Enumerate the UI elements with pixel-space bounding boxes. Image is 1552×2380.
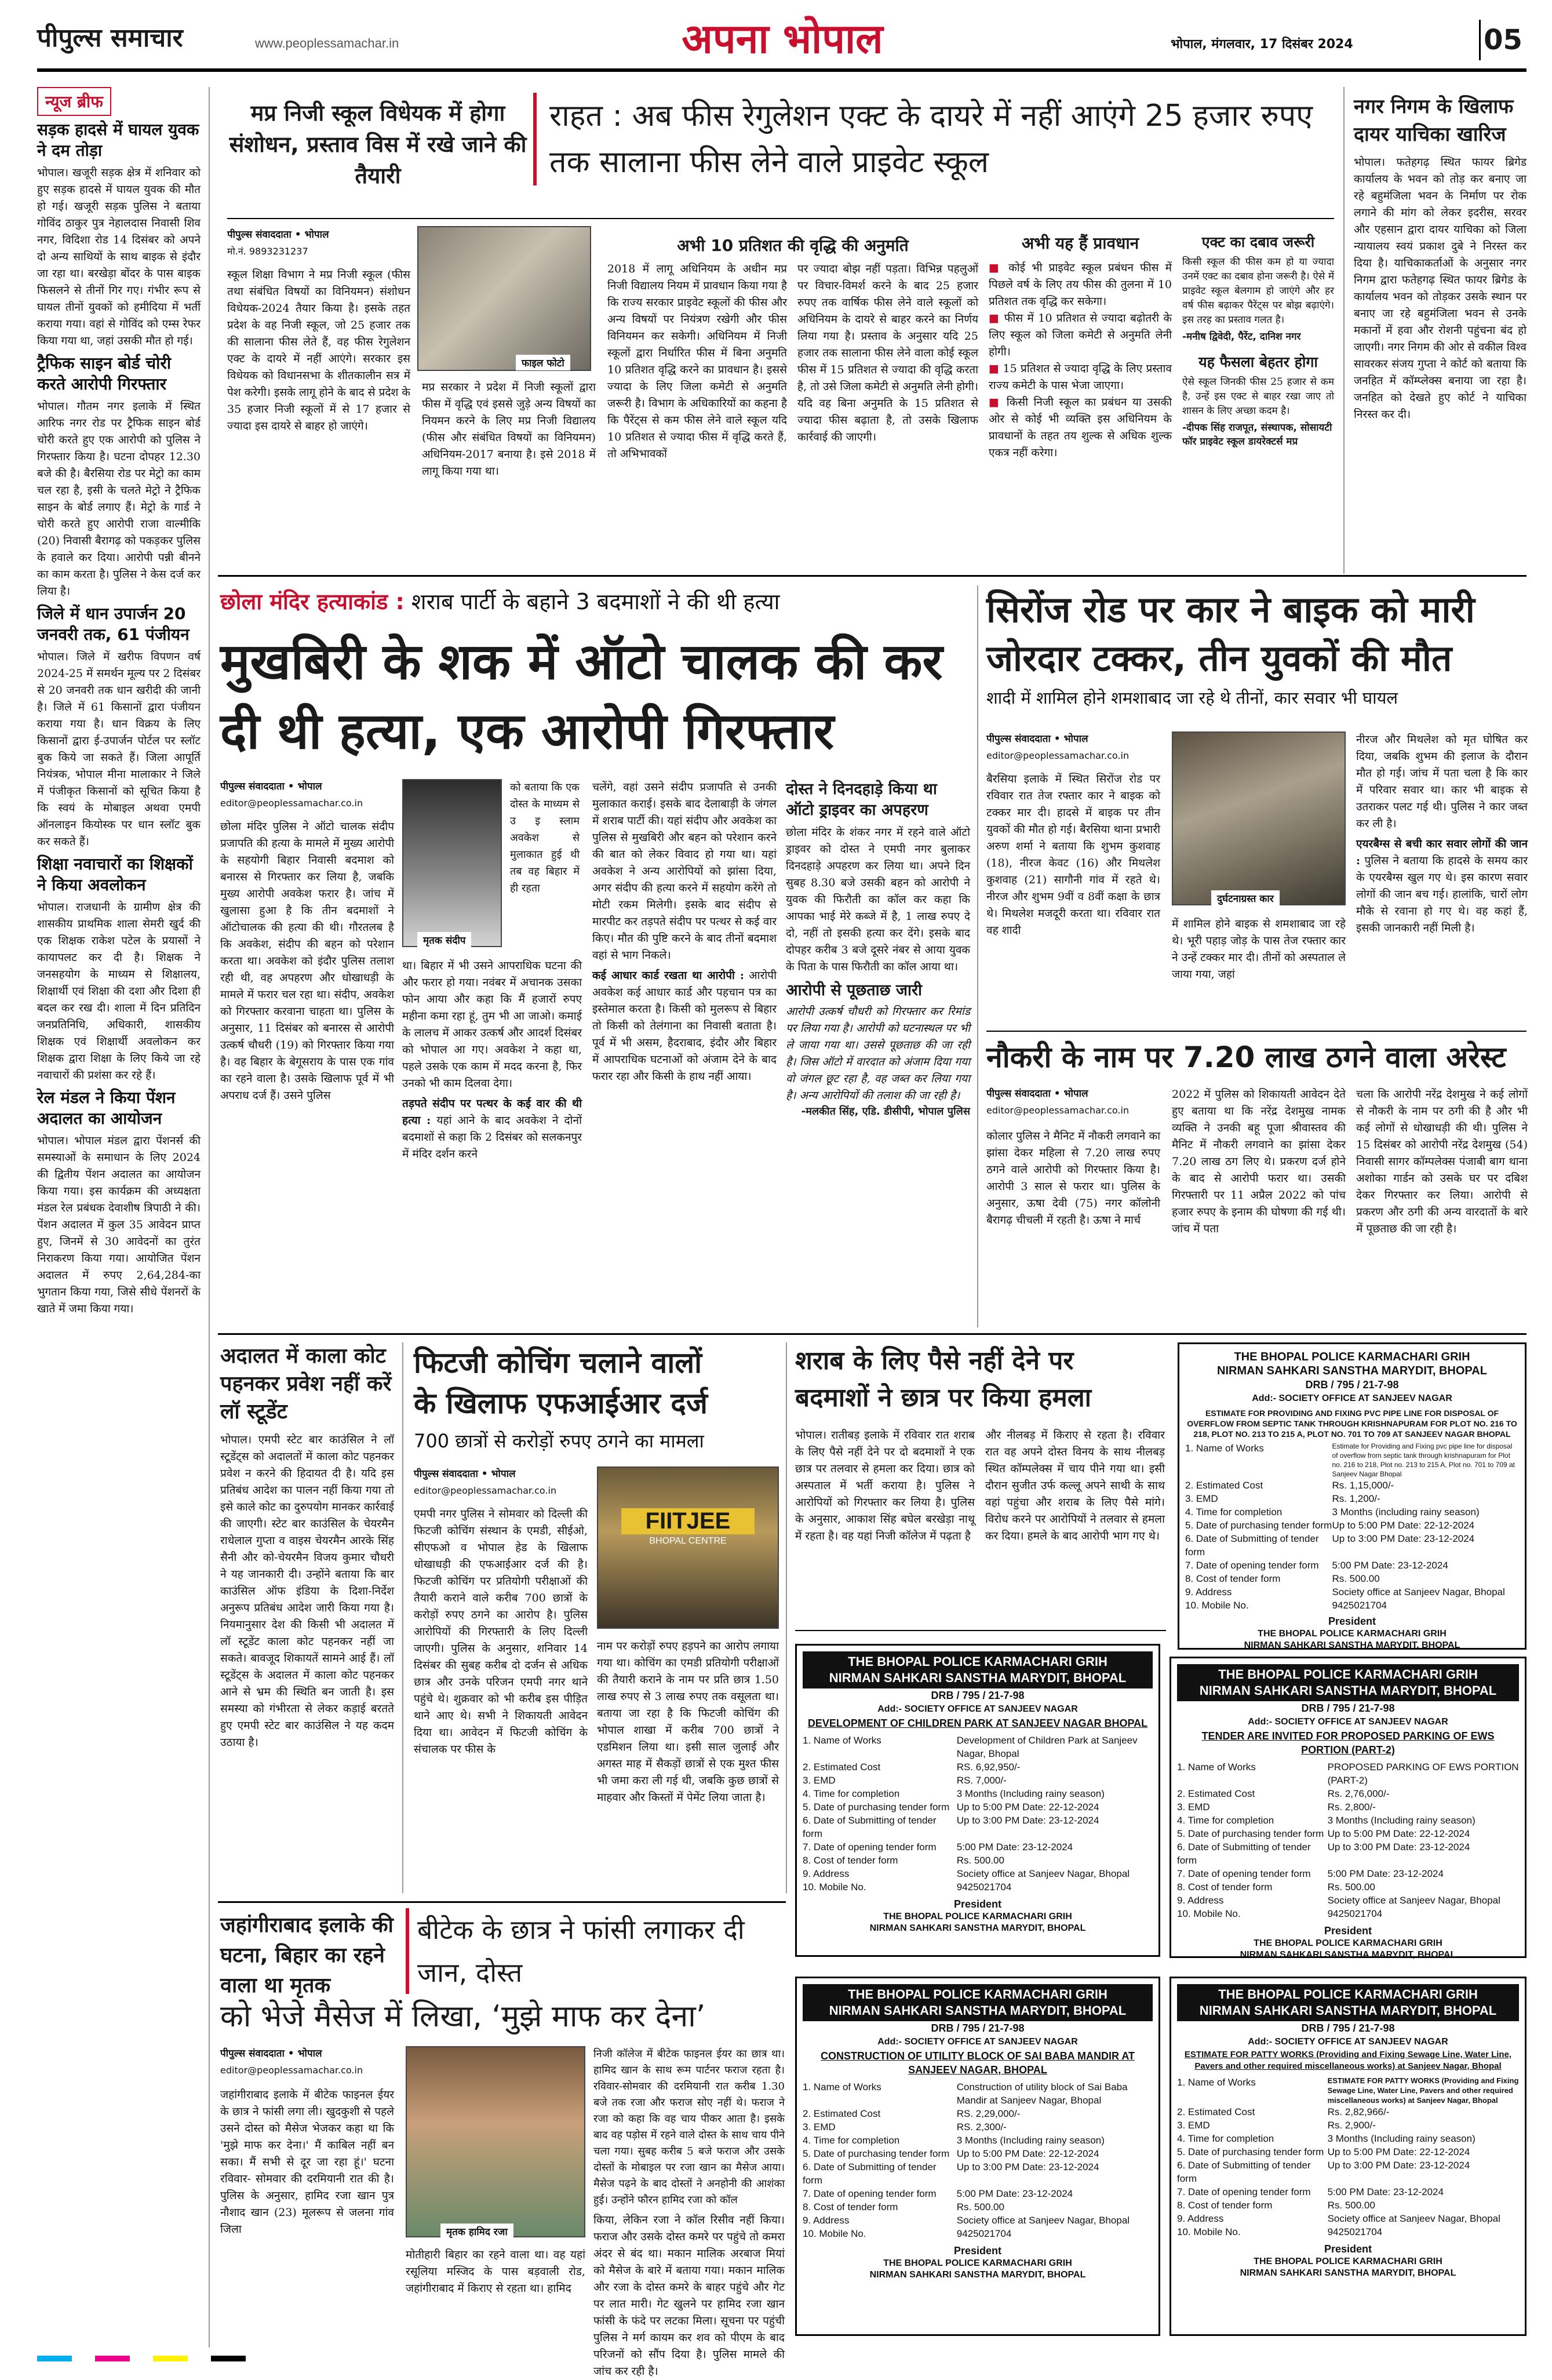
naukri-headline: नौकरी के नाम पर 7.20 लाख ठगने वाला अरेस्ट [986,1040,1506,1074]
fiitjee-email[interactable]: editor@peoplessamachar.co.in [414,1485,557,1496]
tender-title: THE BHOPAL POLICE KARMACHARI GRIH NIRMAN SAHKARI SANSTHA MARYDIT, BHOPAL [1177,1984,1519,2021]
sironj-headline-2: जोरदार टक्कर, तीन युवकों की मौत [986,637,1452,679]
chhola-col1a: को बताया कि एक दोस्त के माध्यम से उ इ स्लाम अवकेश से मुलाकात हुई थी तब वह बिहार में ही रहता [510,781,580,894]
tender-row: 8. Cost of tender form Rs. 500.00 [1177,2200,1375,2211]
cmyk-mark [211,2356,246,2361]
sharab-headline-2: बदमाशों ने छात्र पर किया हमला [795,1383,1092,1413]
tender-row: 5. Date of purchasing tender form Up to 5:00 PM Date: 22-12-2024 [1177,2146,1470,2157]
tender-title: THE BHOPAL POLICE KARMACHARI GRIH NIRMAN SAHKARI SANSTHA MARYDIT, BHOPAL [1177,1664,1519,1701]
tender-org: THE BHOPAL POLICE KARMACHARI GRIH [1254,2257,1442,2266]
provision-item: ■ 15 प्रतिशत से ज्यादा वृद्धि के लिए प्रस्ताव राज्य कमेटी के पास भेजा जाएगा। [989,362,1172,392]
tender-subject: ESTIMATE FOR PATTY WORKS (Providing and Fixing Sewage Line, Water Line, Pavers and other required miscellaneous works) at Sanjeev Nagar, Bhopal [1184,2050,1512,2071]
tender-notice [795,1977,1160,2336]
tender-row: 2. Estimated Cost RS. 6,92,950/- [803,1762,1021,1773]
chhola-kicker-text: शराब पार्टी के बहाने 3 बदमाशों ने की थी हत्या [411,589,780,614]
chhola-headline: मुखबिरी के शक में ऑटो चालक की कर दी थी हत्या, एक आरोपी गिरफ्तार [220,633,943,760]
fee-byline: पीपुल्स संवाददाता • भोपाल [227,229,329,241]
brief-body: भोपाल। राजधानी के ग्रामीण क्षेत्र की शासकीय प्राथमिक शाला सेमरी खुर्द की एक शिक्षक राकेश पटेल के प्रयासों ने कायापलट कर दी है। शिक्षक ने जनसहयोग के माध्यम से शिक्षालय, शिक्षार्थी एवं शिक्षा की दशा और दिशा ही बदल कर रख दी। शाला में दिन प्रतिदिन जनप्रतिनिधि, अधिकारी, शासकीय शिक्षक एवं शिक्षार्थी अवलोकन कर शिक्षक द्वारा शिक्षा के लिए किये जा रहे नवाचारों की प्रशंसा कर रहे हैं। [37,901,201,1082]
tender-notice [795,1644,1160,1957]
court-headline: अदालत में काला कोट पहनकर प्रवेश नहीं करें लॉ स्टूडेंट [220,1344,392,1424]
fee-provisions-box [989,232,1172,551]
tender-row: 9. Address Society office at Sanjeev Nagar, Bhopal [1185,1586,1505,1597]
sharab-col2: और नीलबड़ में किराए से रहता है। रविवार रात वह अपने दोस्त विनय के साथ नीलबड़ स्थित कॉम्पलेक्स में चाय पीने गया था। इसी दौरान सुजीत उर्फ कल्लू अपने साथी के साथ वहां पहुंचा और शराब के लिए पैसे मांगे। विरोध करने पर आरोपियों ने तलवार से हमला कर दिया। हमले के बाद आरोपी भाग गए थे। [985,1429,1165,1542]
column-divider [1343,87,1345,574]
quote-author: -मनीष द्विवेदी, पैरेंट, दानिश नगर [1182,331,1301,343]
naukri-col1: कोलार पुलिस ने मैनिट में नौकरी लगवाने का झांसा देकर महिला से 7.20 लाख रुपए ठगने वाले आरोपी को गिरफ्तार किया है। आरोपी 3 साल से फरार था। पुलिस के अनुसार, ऊषा देवी (75) नगर कॉलोनी बैरागढ़ चीचली में रहती है। ऊषा ने मार्च [986,1130,1160,1227]
chhola-col3 [592,779,777,1330]
chhola-subhead: कई आधार कार्ड रखता था आरोपी : [592,969,744,982]
tender-row: 1. Name of Works Development of Children Park at Sanjeev Nagar, Bhopal [803,1735,1138,1759]
brief-title: ट्रैफिक साइन बोर्ड चोरी करते आरोपी गिरफ्तार [37,354,172,394]
tender-row: 3. EMD RS. 2,300/- [803,2121,1007,2132]
tender-row: 9. Address Society office at Sanjeev Nagar, Bhopal [1177,2213,1500,2224]
tender-row: 10. Mobile No. 9425021704 [1185,1600,1387,1611]
tender-notice [1170,1977,1527,2336]
chhola-kicker [220,585,968,618]
chhola-col1: छोला मंदिर पुलिस ने ऑटो चालक संदीप प्रजापति की हत्या के मामले में मुख्य आरोपी के सहयोगी बिहार निवासी बदमाश को बनारस से गिरफ्तार कर लिया है, जबकि मुख्य आरोपी अवकेश फरार है। जांच में खुलासा हुआ है कि तीन बदमाशों ने ऑटोचालक की हत्या की थी। गौरतलब है कि अवकेश, संदीप की बहन को परेशान करता था। अवकेश को इंदौर पुलिस तलाश रही थी, वह अपहरण और धोखाधड़ी के मामले में फरार चल रहा था। संदीप, अवकेश को गिरफ्तार करवाना चाहता था। पुलिस के अनुसार, 11 दिसंबर को बनारस से आरोपी उत्कर्ष चौधरी (19) को गिरफ्तार किया गया है। वह बिहार के बेगूसराय के पास एक गांव का रहने वाला है। उसके खिलाफ पूर्व में भी अपराध दर्ज हैं। उसने पुलिस [220,820,394,1102]
tender-notice [1178,1342,1527,1650]
naukri-email[interactable]: editor@peoplessamachar.co.in [986,1105,1130,1116]
chhola-col3-text: चलेंगे, वहां उसने संदीप प्रजापति से उनकी मुलाकात कराई। इसके बाद देलाबाड़ी के जंगल में शराब पार्टी की। यहां संदीप और अवकेश का पुलिस से मुखबिरी और बहन को परेशान करने की बात को लेकर विवाद हो गया था। यहां अवकेश ने अन्य आरोपियों को झांसा दिया, अगर संदीप की हत्या करने में सहयोग करेंगे तो मोटी रकम मिलेगी। इसके बाद संदीप से मारपीट कर तड़पते संदीप पर पत्थर से कई वार किए। मौत की पुष्टि करने के बाद तीनों बदमाश वहां से भाग निकले। [592,781,777,962]
column-divider [977,585,978,1327]
tender-row: 4. Time for completion 3 Months (Including rainy season) [803,1788,1105,1799]
jahangir-photo-caption: मृतक हामिद रजा [440,2223,513,2239]
nagar-nigam-body: भोपाल। फतेहगढ़ स्थित फायर ब्रिगेड कार्यालय के भवन को तोड़ कर बनाए जा रहे बहुमंजिला भवन के निर्माण पर रोक लगाने की मांग को लेकर इदरीस, सरवर और एहसान द्वारा दायर याचिका को जिला न्यायालय स्वयं प्रकाश दुबे ने निरस्त कर दिया है। याचिकाकर्ताओं के अनुसार नगर निगम द्वारा फतेहगढ़ स्थित फायर ब्रिगेड के कार्यालय भवन को तोड़कर उसके स्थान पर बनाए जा रहे बहुमंजिला भवन से उनके मकानों में हवा और रोशनी पहुंचना बंद हो जाएगी। नगर निगम की ओर से वकील विश्व सावरकर संजय गुप्ता ने कोर्ट को बताया कि जनहित में कॉम्प्लेक्स बनाया जा रहा है। जनहित को देखते हुए कोर्ट ने याचिका निरस्त कर दी। [1354,156,1527,421]
brief-body: भोपाल। खजूरी सड़क क्षेत्र में शनिवार को हुए सड़क हादसे में घायल युवक की मौत हो गई। खजूरी सड़क पुलिस ने बताया गोविंद ठाकुर पुत्र नेहालदास निवासी शिव नगर, विदिशा रोड 14 दिसंबर को अपने दो अन्य साथियों के साथ बाइक से इंदौर जा रहा था। बरखेड़ा बोंदर के पास बाइक फिसलने से तीनों गिर गए। गंभीर रूप से घायल तीनों युवकों को हमीदिया में भर्ती कराया गया। वहां से गोविंद को एम्स रेफर किया गया था, जहां उसकी मौत हो गई। [37,166,201,347]
tender-row: 3. EMD Rs. 2,800/- [1177,1802,1376,1813]
fiitjee-sign: FIITJEE [621,1508,755,1534]
tender-subject: CONSTRUCTION OF UTILITY BLOCK OF SAI BABA MANDIR AT SANJEEV NAGAR, BHOPAL [821,2050,1135,2076]
tender-drb: DRB / 795 / 21-7-98 [931,1690,1025,1701]
chhola-col2: था। बिहार में भी उसने आपराधिक घटना की और फरार हो गया। नवंबर में अचानक उसका फोन आया और कहा कि मैं हजारों रुपए महीना कमा रहा हूं, तुम भी आ जाओ। कमाई के लालच में आकर उत्कर्ष और आदर्श दिसंबर को भोपाल आ गए। अवकेश ने कहा था, पहले उसके एक काम में मदद करना है, फिर उनको भी काम दिलवा देगा। [402,959,582,1090]
jahangir-col4: किया, लेकिन रजा ने कॉल रिसीव नहीं किया। फराज और उसके दोस्त कमरे पर पहुंचे तो कमरा अंदर से बंद था। मकान मालिक अरबाज मियां को मैसेज के बारे में बताया गया। मकान मालिक और रजा के दोस्त कमरे के बाहर पहुंचे और गेट पर लात मारी। गेट खुलने पर हामिद रजा खान फांसी के फंदे पर लटका मिला। सूचना पर पहुंची पुलिस ने मर्ग कायम कर शव को पीएम के बाद परिजनों को सौंप दिया है। पुलिस मामले की जांच कर रही है। [593,2214,785,2378]
fee-col2: मप्र सरकार ने प्रदेश में निजी स्कूलों द्वारा फीस में वृद्धि एवं इससे जुड़े अन्य विषयों का नियमन करने के लिए मप्र निजी विद्यालय (फीस और संबंधित विषयों का विनियमन) अधिनियम-2017 बनाया है। इसे 2018 में लागू किया गया था। [422,381,596,478]
jahangir-email[interactable]: editor@peoplessamachar.co.in [220,2065,363,2076]
tender-row: 3. EMD RS. 7,000/- [803,1775,1007,1786]
masthead [0,0,1552,68]
chhola-quote: आरोपी उत्कर्ष चौधरी को गिरफ्तार कर रिमांड पर लिया गया है। आरोपी को घटनास्थल पर भी ले जाया गया था। उससे पूछताछ की जा रही है। जिस ऑटो में वारदात को अंजाम दिया गया वो जंगल छूट रहा है, वह जब्त कर लिया गया है। अन्य आरोपियों की तलाश की जा रही है। [786,1005,970,1102]
fee-photo-caption: फाइल फोटो [516,355,570,370]
tender-org: NIRMAN SAHKARI SANSTHA MARYDIT, BHOPAL [1217,1364,1487,1377]
news-brief-label: न्यूज ब्रीफ [37,87,111,116]
fiitjee-sign-sub: BHOPAL CENTRE [649,1536,727,1546]
chhola-col4-text: छोला मंदिर के शंकर नगर में रहने वाले ऑटो ड्राइवर को दोस्त ने एमपी नगर बुलाकर दिनदहाड़े अपहरण कर लिया था। अपने दिन सुबह 8.30 बजे उसकी बहन को आरोपी ने युवक की फिरौती का कॉल कर कहा कि आपका भाई मेरे कब्जे में है, 1 लाख रुपए दे दो, नहीं तो इसकी हत्या कर देंगे। इसके बाद दोपहर करीब 3 बजे दूसरे नंबर से आया युवक के पिता के पास फिरौती का कॉल आया था। [786,826,970,973]
court-story [220,1342,394,1893]
tender-row: 7. Date of opening tender form 5:00 PM Date: 23-12-2024 [1177,1868,1444,1879]
nagar-nigam-story [1354,93,1527,574]
fiitjee-col2: नाम पर करोड़ों रुपए हड़पने का आरोप लगाया गया था। कोचिंग का एमडी प्रतियोगी परीक्षाओं की तैयारी कराने के नाम पर प्रति छात्र 1.50 लाख रुपए से 3 लाख रुपए तक वसूलता था। बताया जा रहा है कि फिटजी कोचिंग की भोपाल शाखा में करीब 700 छात्रों ने एडमिशन लिया था। इसी साल जुलाई और अगस्त माह में सैकड़ों छात्रों से एक मुश्त फीस भी जमा करा ली गई थी, जबकि कुछ छात्रों से माहवार और किस्तों में पेमेंट लिया जाता है। [597,1640,779,1804]
tender-president: President [953,2245,1002,2257]
accident-car-photo [1172,732,1346,905]
victim-hamid-photo [406,2046,585,2237]
chhola-subhead: दोस्त ने दिनदहाड़े किया था ऑटो ड्राइवर का अपहरण [786,780,937,819]
tender-row: 7. Date of opening tender form 5:00 PM Date: 23-12-2024 [1185,1560,1448,1571]
tender-org: NIRMAN SAHKARI SANSTHA MARYDIT, BHOPAL [869,1923,1086,1933]
tender-address: Add:- SOCIETY OFFICE AT SANJEEV NAGAR [877,1704,1078,1714]
victim-sandeep-photo [402,779,502,947]
tender-president: President [1324,2243,1372,2255]
brief-body: भोपाल। भोपाल मंडल द्वारा पेंशनर्स की समस्याओं के समाधान के लिए 2024 की द्वितीय पेंशन अदालत का आयोजन किया गया। इस कार्यक्रम की अध्यक्षता मंडल रेल प्रबंधक देवाशीष त्रिपाठी ने की। पेंशन अदालत में कुल 35 आवेदन प्राप्त हुए, जिनमें से 30 आवेदनों का तुरंत निराकरण किया गया। आयोजित पेंशन अदालत में रुपए 2,64,284-का भुगतान किया गया, जिसे सीधे पेंशनरों के खाते में जमा किया गया। [37,1134,201,1315]
tender-row: 8. Cost of tender form Rs. 500.00 [1185,1573,1380,1584]
cmyk-mark [37,2356,72,2361]
fiitjee-deck: 700 छात्रों से करोड़ों रुपए ठगने का मामला [414,1430,704,1452]
sironj-deck: शादी में शामिल होने शमशाबाद जा रहे थे तीनों, कार सवार भी घायल [986,688,1398,708]
quote-text: किसी स्कूल की फीस कम हो या ज्यादा उनमें एक्ट का दबाव होना जरूरी है। ऐसे में प्राइवेट स्कूल बेलगाम हो जाएंगे और हर वर्ष फीस बढ़ाकर पैरेंट्स पर बोझ बढ़ाएंगे। इस तरह का प्रस्ताव गलत है। [1182,256,1334,326]
chhola-col2b: यहां आने के बाद अवकेश ने दोनों बदमाशों से कहा कि 2 दिसंबर को सलकनपुर में मंदिर दर्शन करने [402,1114,582,1160]
tender-org: NIRMAN SAHKARI SANSTHA MARYDIT, BHOPAL [869,2270,1086,2280]
fiitjee-headline-1: फिटजी कोचिंग चलाने वालों [414,1346,702,1380]
dateline: भोपाल, मंगलवार, 17 दिसंबर 2024 [1171,37,1353,52]
fee-col1: स्कूल शिक्षा विभाग ने मप्र निजी स्कूल (फीस तथा संबंधित विषयों का विनियमन) संशोधन विधेयक-2024 तैयार किया है। इसके तहत प्रदेश के वह निजी स्कूल, जो 25 हजार तक की सालाना फीस लेते हैं, वह फीस रेगुलेशन एक्ट के दायरे में नहीं आएंगे। सरकार इस विधेयक को विधानसभा के शीतकालीन सत्र में पेश करेगी। इसके लागू होने के बाद से प्रदेश के 35 हजार निजी स्कूलों में से 17 हजार से ज्यादा इस दायरे से बाहर हो जाएंगे। [227,268,410,432]
tender-drb: DRB / 795 / 21-7-98 [931,2022,1025,2034]
tender-address: Add:- SOCIETY OFFICE AT SANJEEV NAGAR [877,2037,1078,2047]
paper-name: पीपुल्स समाचार [37,23,183,53]
jahangir-col2: मोतीहारी बिहार का रहने वाला था। वह यहां रसूलिया मस्जिद के पास बड़वाली रोड, जहांगीराबाद में किराए से रहता था। हामिद [406,2248,585,2295]
column-divider [402,1342,403,1893]
tender-row: 10. Mobile No. 9425021704 [1177,1908,1383,1919]
provision-item: ■ फीस में 10 प्रतिशत से ज्यादा बढ़ोतरी के लिए स्कूल को जिला कमेटी से अनुमति लेनी होगी। [989,312,1172,358]
fee-sub-heading: अभी 10 प्रतिशत की वृद्धि की अनुमति [677,236,909,255]
tender-title: THE BHOPAL POLICE KARMACHARI GRIH NIRMAN SAHKARI SANSTHA MARYDIT, BHOPAL [803,1651,1153,1688]
tender-org: THE BHOPAL POLICE KARMACHARI GRIH [883,2258,1072,2268]
brief-title: सड़क हादसे में घायल युवक ने दम तोड़ा [37,120,199,160]
sironj-col3-text: नीरज और मिथलेश को मृत घोषित कर दिया, जबकि शुभम की इलाज के दौरान मौत हो गई। जांच में पता चला है कि कार में परिवार सवार था। कार भी बाइक से उतराकर पलट गई थी। पुलिस ने कार जब्त कर ली है। [1356,733,1528,830]
tender-drb: DRB / 795 / 21-7-98 [1301,2022,1395,2034]
tender-row: 8. Cost of tender form Rs. 500.00 [1177,1882,1375,1893]
brief-body: भोपाल। गौतम नगर इलाके में स्थित आरिफ नगर रोड पर ट्रैफिक साइन बोर्ड चोरी करते हुए एक आरोपी को पुलिस ने गिरफ्तार किया है। घटना दोपहर 12.30 बजे की है। बैरसिया रोड पर मेट्रो का काम चल रहा है, इसी के चलते मेट्रो ने ट्रैफिक साइन के बोर्ड लगाए हैं। मेट्रो के गार्ड ने चोरी करते हुए आरोपी राजा वाल्मीकि (20) निवासी बैरागढ़ को पकड़कर पुलिस के हवाले कर दिया। आरोपी पन्नी बीनने का काम करता है। पुलिस ने केस दर्ज कर लिया है। [37,400,201,598]
tender-address: Add:- SOCIETY OFFICE AT SANJEEV NAGAR [1248,1717,1448,1727]
chhola-col4 [786,779,970,1330]
chhola-col1-continued [402,958,582,1329]
tender-row: 4. Time for completion 3 Months (Including rainy season) [803,2135,1105,2146]
tender-row: 6. Date of Submitting of tender form Up to 3:00 PM Date: 23-12-2024 [803,1815,1099,1839]
tender-row: 1. Name of Works ESTIMATE FOR PATTY WORKS (Providing and Fixing Sewage Line, Water Line, Pavers and other required miscellaneous works) at Sanjeev Nagar, Bhopal [1177,2076,1519,2105]
website[interactable]: www.peoplessamachar.in [255,36,399,50]
fee-rule [227,218,1334,219]
naukri-col2: 2022 में पुलिस को शिकायती आवेदन देते हुए बताया था कि नरेंद्र देशमुख नामक व्यक्ति ने उनकी बहू पूजा श्रीवास्तव की मैनिट में नौकरी लगवाने का झांसा देकर 7.20 लाख ठग लिए थे। प्रकरण दर्ज होने के बाद से आरोपी फरार था। उसकी गिरफ्तारी पर 11 अप्रैल 2022 को पांच हजार रुपए के इनाम की घोषणा की गई थी। जांच में पता [1172,1088,1346,1235]
sironj-email[interactable]: editor@peoplessamachar.co.in [986,750,1130,761]
page-number: 05 [1479,20,1525,60]
chhola-subhead: तड़पते संदीप पर पत्थर के कई वार की थी हत्या : [402,1097,582,1127]
tender-row: 5. Date of purchasing tender form Up to 5:00 PM Date: 22-12-2024 [803,2148,1099,2159]
fee-quotes-box [1182,232,1334,562]
naukri-byline: पीपुल्स संवाददाता • भोपाल [986,1088,1088,1100]
tender-president: President [1324,1925,1372,1937]
tender-row: 1. Name of Works PROPOSED PARKING OF EWS PORTION (PART-2) [1177,1762,1519,1786]
tender-row: 2. Estimated Cost Rs. 2,76,000/- [1177,1788,1390,1799]
tender-subject: TENDER ARE INVITED FOR PROPOSED PARKING OF EWS PORTION (PART-2) [1201,1730,1495,1756]
tender-org: THE BHOPAL POLICE KARMACHARI GRIH [1234,1351,1470,1363]
sironj-byline: पीपुल्स संवाददाता • भोपाल [986,733,1088,745]
sironj-col3b: पुलिस ने बताया कि हादसे के समय कार के एयरबैग्स खुल गए थे। इस कारण सवार लोगों की जान बच गई। हालांकि, चारों लोग मौके से रवाना हो गए थे। वह कहां हैं, इसकी जानकारी नहीं मिली है। [1356,854,1528,934]
tender-row: 4. Time for completion 3 Months (including rainy season) [1185,1506,1480,1517]
tender-row: 3. EMD Rs. 2,900/- [1177,2120,1376,2131]
tender-row: 5. Date of purchasing tender form Up to 5:00 PM Date: 22-12-2024 [803,1802,1099,1813]
tender-org: THE BHOPAL POLICE KARMACHARI GRIH [1258,1629,1447,1639]
tender-subject: DEVELOPMENT OF CHILDREN PARK AT SANJEEV NAGAR BHOPAL [807,1717,1148,1729]
section-rule [795,1630,1166,1631]
tender-row: 6. Date of Submitting of tender form Up to 3:00 PM Date: 23-12-2024 [1177,1842,1470,1866]
tender-subject: ESTIMATE FOR PROVIDING AND FIXING PVC PIPE LINE FOR DISPOSAL OF OVERFLOW FROM SEPTIC TANK THROUGH KRISHNAPURAM FOR PLOT NO. 216 TO 218, PLOT NO. 213 TO 215 A, PLOT NO. 701 TO 709 AT SANJEEV NAGAR BHOPAL [1187,1409,1517,1439]
chhola-photo-caption: मृतक संदीप [417,932,471,948]
chhola-quote-author: -मलकीत सिंह, एडि. डीसीपी, भोपाल पुलिस [801,1105,970,1118]
jahangir-side-headline: जहांगीराबाद इलाके की घटना, बिहार का रहने वाला था मृतक [220,1913,394,1997]
tender-row: 7. Date of opening tender form 5:00 PM Date: 23-12-2024 [803,2188,1073,2199]
provision-item: ■ कोई भी प्राइवेट स्कूल प्रबंधन फीस में पिछले वर्ष के लिए तय फीस की तुलना में 10 प्रतिशत तक वृद्धि कर सकेगा। [989,261,1172,308]
tender-row: 1. Name of Works Estimate for Providing and Fixing pvc pipe line for disposal of overflow from septic tank through krishnapuram for Plot no. 216 to 218, Plot no. 213 to 215 A, Plot no. 701 to 709 at Sanjeev Nagar Bhopal [1185,1442,1515,1478]
tender-row: 4. Time for completion 3 Months (Including rainy season) [1177,2133,1476,2144]
tender-row: 9. Address Society office at Sanjeev Nagar, Bhopal [803,1868,1130,1879]
cmyk-mark [153,2356,188,2361]
tender-row: 5. Date of purchasing tender form Up to 5:00 PM Date: 22-12-2024 [1177,1828,1470,1839]
tender-org: NIRMAN SAHKARI SANSTHA MARYDIT, BHOPAL [1240,2268,1456,2278]
sironj-col3 [1356,732,1528,1027]
chhola-email[interactable]: editor@peoplessamachar.co.in [220,798,363,809]
tender-row: 10. Mobile No. 9425021704 [803,1882,1012,1893]
tender-row: 6. Date of Submitting of tender form Up to 3:00 PM Date: 23-12-2024 [1185,1533,1475,1557]
sironj-subhead: एयरबैग्स से बची कार सवार लोगों की जान : [1356,838,1528,867]
tender-drb: DRB / 795 / 21-7-98 [1305,1379,1399,1391]
sironj-photo-caption: दुर्घटनाग्रस्त कार [1211,890,1280,906]
chhola-col3b: आरोपी अवकेश कई आधार कार्ड और पहचान पत्र का इस्तेमाल करता है। किसी को मुलरूप से बिहार तो किसी को तेलंगाना का निवासी बताता है। पूर्व में भी असम, हैदराबाद, इंदौर और बिहार में आपराधिक घटनाओं को अंजाम देने के बाद फरार रहा और किसी के हाथ नहीं आया। [592,969,777,1083]
provisions-heading: अभी यह हैं प्रावधान [1021,234,1139,253]
quote-author: -दीपक सिंह राजपूत, संस्थापक, सोसायटी फॉर प्राइवेट स्कूल डायरेक्टर्स मप्र [1182,422,1332,447]
fee-col4: पर ज्यादा बोझ नहीं पड़ता। विभिन्न पहलुओं पर विचार-विमर्श करने के बाद 25 हजार रुपए तक वार्षिक फीस लेने वाले स्कूलों को अधिनियम के दायरे से बाहर करने का निर्णय लिया गया है। प्रस्ताव के अनुसार यदि 25 हजार तक सालाना फीस लेने वाला कोई स्कूल फीस में 15 प्रतिशत से ज्यादा की वृद्धि करता है, तो उसे जिला कमेटी से अनुमति लेनी होगी। यदि वह बिना अनुमति के 15 प्रतिशत से ज्यादा फीस बढ़ाता है, तो उसके खिलाफ कार्रवाई की जाएगी। [797,263,978,443]
jahangir-col3: निजी कॉलेज में बीटेक फाइनल ईयर का छात्र था। हामिद खान के साथ रूम पार्टनर फराज रहता है। रविवार-सोमवार की दरमियानी रात करीब 1.30 बजे तक रजा और फराज सोए नहीं थे। फराज ने रजा को कहा कि वह चाय पीकर आता है। इसके बाद वह पड़ोस में रहने वाले दोस्त के साथ चाय पीने चला गया। सुबह करीब 5 बजे फराज और उसके दोस्तों के मोबाइल पर रजा खान का मैसेज आया। मैसेज पढ़ने के बाद दोस्तों ने अनहोनी की आशंका हुई। उन्होंने फौरन हामिद रजा को कॉल किया, लेकिन रजा ने कॉल रिसीव नहीं किया। फराज और उसके दोस्त कमरे पर पहुंचे तो कमरा अंदर से बंद था। मकान मालिक अरबाज मियां को मैसेज के बारे में बताया गया। मकान मालिक और रजा के दोस्त कमरे के बाहर पहुंचे और गेट पर लात मारी। गेट खुलने पर हामिद रजा खान फांसी के फंदे पर लटका मिला। सूचना पर पहुंची पुलिस ने मर्ग कायम कर शव को पीएम के बाद परिजनों को सौंप दिया है। पुलिस मामले की जांच कर रही है। [593,2046,785,2342]
masthead-rule [37,68,1527,72]
section-title: अपना भोपाल [682,15,883,63]
jahangir-byline: पीपुल्स संवाददाता • भोपाल [220,2048,322,2059]
tender-notice [1170,1657,1527,1958]
tender-row: 6. Date of Submitting of tender form Up to 3:00 PM Date: 23-12-2024 [1177,2160,1470,2184]
sironj-col2: में शामिल होने बाइक से शमशाबाद जा रहे थे। भूरी पहाड़ जोड़ के पास तेज रफ्तार कार ने उन्हें टक्कर मार दी। तीनों को अस्पताल ले जाया गया, जहां [1172,918,1346,981]
tender-row: 8. Cost of tender form Rs. 500.00 [803,1855,1004,1866]
tender-row: 9. Address Society office at Sanjeev Nagar, Bhopal [1177,1895,1500,1906]
jahangir-headline-2: को भेजे मैसेज में लिखा, ‘मुझे माफ कर देना’ [220,1999,706,2034]
brief-body: भोपाल। जिले में खरीफ विपणन वर्ष 2024-25 में समर्थन मूल्य पर 2 दिसंबर से 20 जनवरी तक धान खरीदी की जानी है। जिले में 61 किसानों द्वारा पंजीयन कराया गया है। धान विक्रय के लिए किसानों द्वारा ई-उपार्जन पोर्टल पर स्लॉट बुक किये जा सकते हैं। जिला आपूर्ति नियंत्रक, भोपाल मीना मालाकार ने जिले में पंजीकृत किसानों को सूचित किया है कि स्वयं के मोबाइल अथवा एमपी ऑनलाइन कियोस्क पर धान स्लॉट बुक कर सकते हैं। [37,650,201,848]
fee-classroom-photo [417,226,591,371]
sharab-headline-1: शराब के लिए पैसे नहीं देने पर [795,1346,1074,1375]
fiitjee-building-photo [597,1466,779,1629]
fiitjee-headline-2: के खिलाफ एफआईआर दर्ज [414,1386,708,1420]
column-divider [786,1342,787,1893]
section-rule [218,575,1527,577]
registration-bar [37,2356,1527,2363]
jahangir-col1: जहांगीराबाद इलाके में बीटेक फाइनल ईयर के छात्र ने फांसी लगा ली। खुदकुशी से पहले उसने दोस्त को मैसेज भेजकर कहा था कि 'मुझे माफ कर देना।' मैं काबिल नहीं बन सका। मैं सभी से दूर जा रहा हूं।' घटना रविवार- सोमवार की दरमियानी रात की है। पुलिस के अनुसार, हामिद रजा खान पुत्र नौशाद खान (23) मूलरूप से जलना गांव जिला [220,2088,394,2236]
news-brief-column [37,87,201,1832]
tender-row: 10. Mobile No. 9425021704 [1177,2226,1383,2237]
tender-address: Add:- SOCIETY OFFICE AT SANJEEV NAGAR [1248,2037,1448,2047]
sironj-col1: बैरसिया इलाके में स्थित सिरोंज रोड पर रविवार रात तेज रफ्तार कार ने बाइक को टक्कर मार दी। हादसे में बाइक पर तीन युवकों की मौत हो गई। बैरसिया थाना प्रभारी अरुण शर्मा ने बताया कि शुभम कुशवाह (18), नीरज केवट (16) और मिथलेश कुशवाह (21) सागौनी गांव में रहते थे। नीरज और शुभम 9वीं व 8वीं कक्षा के छात्र थे। मिथलेश मजदूरी करता था। रविवार रात वह शादी [986,773,1160,937]
nagar-nigam-headline: नगर निगम के खिलाफ दायर याचिका खारिज [1354,95,1514,146]
tender-row: 5. Date of purchasing tender form Up to 5:00 PM Date: 22-12-2024 [1185,1520,1475,1531]
tender-row: 2. Estimated Cost Rs. 1,15,000/- [1185,1480,1394,1491]
tender-president: President [1328,1615,1376,1627]
quote-text: ऐसे स्कूल जिनकी फीस 25 हजार से कम है, उन्हें इस एक्ट से बाहर रखा जाए तो शासन के लिए अच्छा कदम है। [1182,376,1334,417]
column-divider [209,87,210,2348]
tender-org: THE BHOPAL POLICE KARMACHARI GRIH [883,1912,1072,1922]
chhola-kicker-label: छोला मंदिर हत्याकांड : [220,589,405,614]
tender-row: 8. Cost of tender form Rs. 500.00 [803,2201,1004,2212]
tender-org: NIRMAN SAHKARI SANSTHA MARYDIT, BHOPAL [1240,1950,1456,1960]
tender-row: 7. Date of opening tender form 5:00 PM Date: 23-12-2024 [1177,2186,1444,2197]
tender-row: 6. Date of Submitting of tender form Up to 3:00 PM Date: 23-12-2024 [803,2161,1099,2186]
tender-address: Add:- SOCIETY OFFICE AT SANJEEV NAGAR [1252,1393,1452,1403]
chhola-subhead: आरोपी से पूछताछ जारी [786,981,923,999]
fiitjee-col1: एमपी नगर पुलिस ने सोमवार को दिल्ली की फिटजी कोचिंग संस्थान के एमडी, सीईओ, सीएफओ व भोपाल हेड के खिलाफ धोखाधड़ी की एफआईआर दर्ज की है। फिटजी कोचिंग पर प्रतियोगी परीक्षाओं की तैयारी कराने वाले करीब 700 छात्रों के करोड़ों रुपए ठगने का आरोप है। पुलिस आरोपियों की गिरफ्तारी के लिए दिल्ली जाएगी। पुलिस के अनुसार, शनिवार 14 दिसंबर की सुबह करीब दो दर्जन से अधिक छात्र और उनके परिजन एमपी नगर थाने पहुंचे थे। शुक्रवार को भी करीब इस पीड़ित थाने आए थे। सभी ने शिकायती आवेदन दिया था। आवेदन में फिटजी कोचिंग के संचालक पर फीस के [414,1508,588,1756]
quote-heading: एक्ट का दबाव जरूरी [1201,234,1315,250]
court-body: भोपाल। एमपी स्टेट बार काउंसिल ने लॉ स्टूडेंट्स को अदालतों में काला कोट पहनकर प्रवेश न करने की हिदायत दी है। यदि इस प्रतिबंध आदेश का पालन नहीं किया गया तो इसे काले कोट का दुरुपयोग मानकर कार्रवाई की जाएगी। स्टेट बार काउंसिल के चेयरमैन राधेलाल गुप्ता व वाइस चेयरमैन आरके सिंह सैनी और को-चेयरमैन विजय कुमार चौधरी ने यह जानकारी दी। उन्होंने बताया कि बार काउंसिल ऑफ इंडिया के दिशा-निर्देश अनुरूप प्रतिबंध आदेश जारी किया गया है। नियमानुसार देश की किसी भी अदालत में लॉ स्टूडेंट काला कोट पहनकर नहीं जा सकते। बावजूद शिकायतें सामने आई हैं। लॉ स्टूडेंट्स के अदालत में काला कोट पहनकर आने से भ्रम की स्थिति बन जाती है। इस समस्या को गंभीरता से लेकर कड़ाई बरतते हुए एमपी स्टेट बार काउंसिल ने यह कदम उठाया है। [220,1433,394,1749]
tender-row: 7. Date of opening tender form 5:00 PM Date: 23-12-2024 [803,1842,1073,1853]
brief-title: शिक्षा नवाचारों का शिक्षकों ने किया अवलोकन [37,854,193,894]
section-rule [218,1901,786,1903]
fee-side-headline: मप्र निजी स्कूल विधेयक में होगा संशोधन, प्रस्ताव विस में रखे जाने की तैयारी [229,100,527,188]
chhola-byline: पीपुल्स संवाददाता • भोपाल [220,781,322,792]
tender-president: President [953,1898,1002,1910]
tender-row: 4. Time for completion 3 Months (Including rainy season) [1177,1815,1476,1826]
cmyk-mark [95,2356,130,2361]
tender-row: 10. Mobile No. 9425021704 [803,2228,1012,2239]
section-rule [218,1333,1527,1335]
tender-title: THE BHOPAL POLICE KARMACHARI GRIH NIRMAN SAHKARI SANSTHA MARYDIT, BHOPAL [803,1984,1153,2021]
provision-item: ■ किसी निजी स्कूल का प्रबंधन या उसकी ओर से कोई भी व्यक्ति इस अधिनियम के प्रावधानों के तहत तय शुल्क से अधिक शुल्क एकत्र नहीं करेगा। [989,396,1172,459]
jahangir-headline-1: बीटेक के छात्र ने फांसी लगाकर दी जान, दोस्त [406,1908,788,1994]
fee-main-headline: राहत : अब फीस रेगुलेशन एक्ट के दायरे में नहीं आएंगे 25 हजार रुपए तक सालाना फीस लेने वाले प्राइवेट स्कूल [533,93,1333,185]
section-rule [986,1031,1527,1032]
tender-org: THE BHOPAL POLICE KARMACHARI GRIH [1254,1938,1442,1948]
sharab-col1: भोपाल। रातीबड़ इलाके में रविवार रात शराब के लिए पैसे नहीं देने पर दो बदमाशों ने एक छात्र पर तलवार से हमला कर दिया। छात्र को अस्पताल में भर्ती कराया है। पुलिस ने आरोपियों को गिरफ्तार कर लिया है। पुलिस के अनुसार, आकाश सिंह बघेल बरखेड़ा नाथू में रहता है। वह यहां निजी कॉलेज में पढ़ता है [795,1429,975,1542]
tender-row: 3. EMD Rs. 1,200/- [1185,1493,1380,1504]
naukri-col3: चला कि आरोपी नरेंद्र देशमुख ने कई लोगों से नौकरी के नाम पर ठगी की है और भी कई लोगों से धोखाधड़ी की थी। पुलिस ने 15 दिसंबर को आरोपी नरेंद्र देशमुख (54) निवासी सागर कॉम्पलेक्स पंजाबी बाग थाना अशोका गार्डन को उसके घर पर दबिश देकर गिरफ्तार कर लिया। आरोपी से प्रकरण और ठगी की अन्य वारदातों के बारे में पूछताछ की जा रही है। [1356,1088,1528,1235]
tender-row: 9. Address Society office at Sanjeev Nagar, Bhopal [803,2215,1130,2226]
sironj-headline-1: सिरोंज रोड पर कार ने बाइक को मारी [986,588,1475,631]
tender-row: 2. Estimated Cost Rs. 2,82,966/- [1177,2106,1390,2117]
tender-org: NIRMAN SAHKARI SANSTHA MARYDIT, BHOPAL [1244,1640,1460,1650]
tender-row: 2. Estimated Cost RS. 2,29,000/- [803,2108,1021,2119]
tender-row: 1. Name of Works Construction of utility block of Sai Baba Mandir at Sanjeev Nagar, Bhopal [803,2081,1128,2106]
fee-col3: 2018 में लागू अधिनियम के अधीन मप्र निजी विद्यालय नियम में प्रावधान किया गया है कि राज्य सरकार प्राइवेट स्कूलों की फीस और अन्य विषयों पर नियंत्रण रखेगी और फीस विनियमन कर सकेगी। अधिनियम में निजी स्कूलों द्वारा निर्धारित फीस में बिना अनुमति 10 प्रतिशत वृद्धि करने का प्रावधान है। इससे ज्यादा के लिए जिला कमेटी से अनुमति जरूरी है। विभाग के अधिकारियों का कहना है कि पैरेंट्स से कम फीस लेने वाले स्कूल यदि 10 प्रतिशत से ज्यादा फीस में वृद्धि करते हैं, तो अभिभावकों [607,263,787,460]
brief-title: जिले में धान उपार्जन 20 जनवरी तक, 61 पंजीयन [37,604,190,644]
tender-drb: DRB / 795 / 21-7-98 [1301,1702,1395,1714]
fiitjee-byline: पीपुल्स संवाददाता • भोपाल [414,1468,516,1480]
quote-heading: यह फैसला बेहतर होगा [1198,354,1318,370]
brief-title: रेल मंडल ने किया पेंशन अदालत का आयोजन [37,1088,176,1128]
fee-mobile: मो.नं. 9893231237 [227,246,308,257]
